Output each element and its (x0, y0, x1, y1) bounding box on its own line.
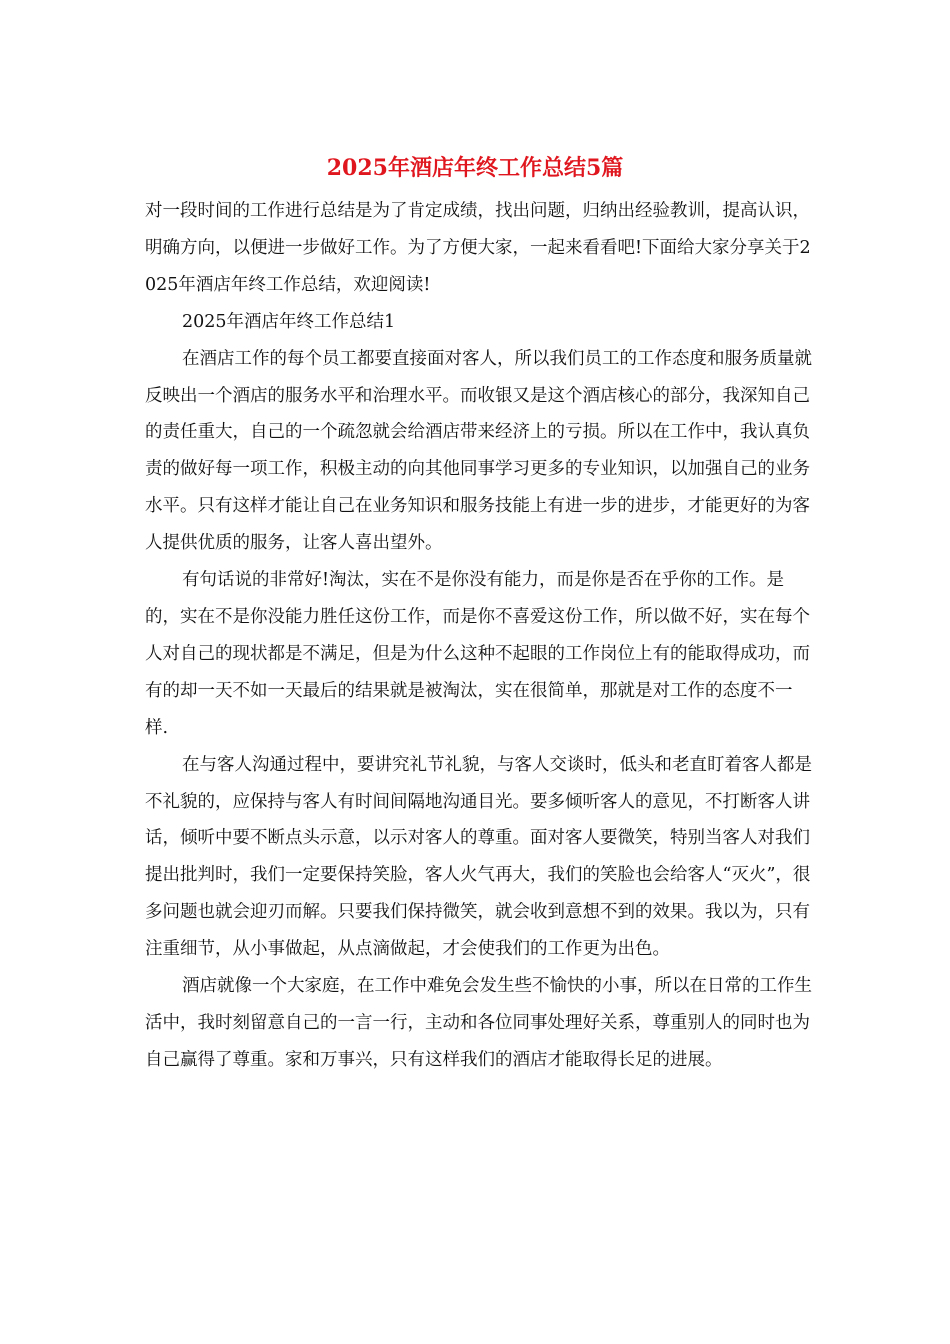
intro-paragraph: 对一段时间的工作进行总结是为了肯定成绩，找出问题，归纳出经验教训，提高认识，明确方向，以便进一步做好工作。为了方便大家，一起来看看吧!下面给大家分享关于2025年酒店年终工作总结，欢迎阅读! (145, 201, 811, 295)
body-paragraph-1: 在酒店工作的每个员工都要直接面对客人，所以我们员工的工作态度和服务质量就反映出一个酒店的服务水平和治理水平。而收银又是这个酒店核心的部分，我深知自己的责任重大，自己的一个疏忽就会给酒店带来经济上的亏损。所以在工作中，我认真负责的做好每一项工作，积极主动的向其他同事学习更多的专业知识，以加强自己的业务水平。只有这样才能让自己在业务知识和服务技能上有进一步的进步，才能更好的为客人提供优质的服务，让客人喜出望外。 (145, 348, 812, 554)
document-body (145, 193, 815, 1079)
body-paragraph-3: 在与客人沟通过程中，要讲究礼节礼貌，与客人交谈时，低头和老直盯着客人都是不礼貌的，应保持与客人有时间间隔地沟通目光。要多倾听客人的意见，不打断客人讲话，倾听中要不断点头示意，以示对客人的尊重。面对客人要微笑，特别当客人对我们提出批判时，我们一定要保持笑脸，客人火气再大，我们的笑脸也会给客人“灭火”，很多问题也就会迎刃而解。只要我们保持微笑，就会收到意想不到的效果。我以为，只有注重细节，从小事做起，从点滴做起，才会使我们的工作更为出色。 (145, 754, 812, 960)
body-paragraph-2: 有句话说的非常好!淘汰，实在不是你没有能力，而是你是否在乎你的工作。是的，实在不是你没能力胜任这份工作，而是你不喜爱这份工作，所以做不好，实在每个人对自己的现状都是不满足，但是为什么这种不起眼的工作岗位上有的能取得成功，而有的却一天不如一天最后的结果就是被淘汰，实在很简单，那就是对工作的态度不一样. (145, 570, 810, 738)
document-title: 2025年酒店年终工作总结5篇 (326, 155, 624, 181)
body-paragraph-4: 酒店就像一个大家庭，在工作中难免会发生些不愉快的小事，所以在日常的工作生活中，我时刻留意自己的一言一行，主动和各位同事处理好关系，尊重别人的同时也为自己赢得了尊重。家和万事兴，只有这样我们的酒店才能取得长足的进展。 (145, 976, 812, 1070)
section-heading: 2025年酒店年终工作总结1 (182, 311, 396, 332)
